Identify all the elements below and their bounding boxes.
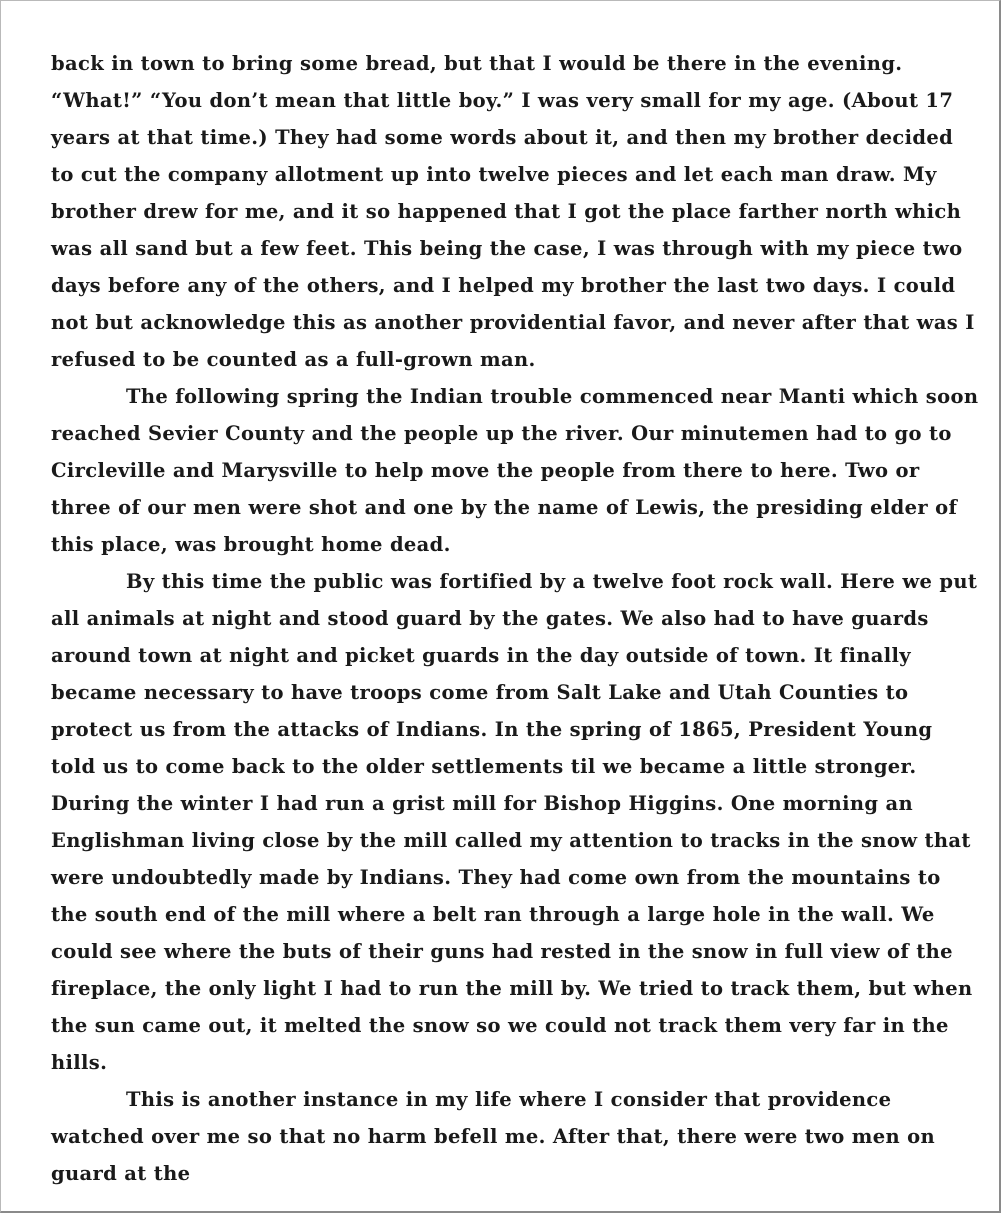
text-line: This is another instance in my life where I consider that providence xyxy=(126,1088,892,1111)
text-line: told us to come back to the older settlements til we became a little stronger. xyxy=(51,755,917,778)
text-line: back in town to bring some bread, but that I would be there in the evening. xyxy=(51,52,903,75)
text-line: to cut the company allotment up into twelve pieces and let each man draw. My xyxy=(51,163,937,186)
text-line: Circleville and Marysville to help move the people from there to here. Two or xyxy=(51,459,920,482)
document-text xyxy=(51,45,986,1192)
text-line: guard at the xyxy=(51,1162,191,1185)
text-line: were undoubtedly made by Indians. They had come own from the mountains to xyxy=(51,866,941,889)
text-line: refused to be counted as a full-grown man. xyxy=(51,348,536,371)
text-line: the south end of the mill where a belt ran through a large hole in the wall. We xyxy=(51,903,935,926)
text-line: “What!” “You don’t mean that little boy.” I was very small for my age. (About 17 xyxy=(51,89,954,112)
text-line: Englishman living close by the mill called my attention to tracks in the snow that xyxy=(51,829,971,852)
text-line: protect us from the attacks of Indians. In the spring of 1865, President Young xyxy=(51,718,933,741)
text-line: During the winter I had run a grist mill for Bishop Higgins. One morning an xyxy=(51,792,914,815)
text-line: all animals at night and stood guard by the gates. We also had to have guards xyxy=(51,607,929,630)
text-line: days before any of the others, and I helped my brother the last two days. I could xyxy=(51,274,956,297)
text-line: could see where the buts of their guns had rested in the snow in full view of the xyxy=(51,940,953,963)
text-line: fireplace, the only light I had to run the mill by. We tried to track them, but when xyxy=(51,977,973,1000)
text-line: not but acknowledge this as another providential favor, and never after that was I xyxy=(51,311,975,334)
text-line: hills. xyxy=(51,1051,108,1074)
text-line: reached Sevier County and the people up the river. Our minutemen had to go to xyxy=(51,422,952,445)
text-line: years at that time.) They had some words about it, and then my brother decided xyxy=(51,126,954,149)
text-line: this place, was brought home dead. xyxy=(51,533,451,556)
text-line: became necessary to have troops come from Salt Lake and Utah Counties to xyxy=(51,681,909,704)
text-line: brother drew for me, and it so happened that I got the place farther north which xyxy=(51,200,962,223)
text-line: watched over me so that no harm befell me. After that, there were two men on xyxy=(51,1125,936,1148)
text-line: three of our men were shot and one by the name of Lewis, the presiding elder of xyxy=(51,496,958,519)
text-line: the sun came out, it melted the snow so we could not track them very far in the xyxy=(51,1014,949,1037)
text-line: around town at night and picket guards in the day outside of town. It finally xyxy=(51,644,911,667)
text-line: was all sand but a few feet. This being the case, I was through with my piece two xyxy=(51,237,963,260)
text-line: The following spring the Indian trouble commenced near Manti which soon xyxy=(126,385,979,408)
text-line: By this time the public was fortified by a twelve foot rock wall. Here we put xyxy=(126,570,978,593)
